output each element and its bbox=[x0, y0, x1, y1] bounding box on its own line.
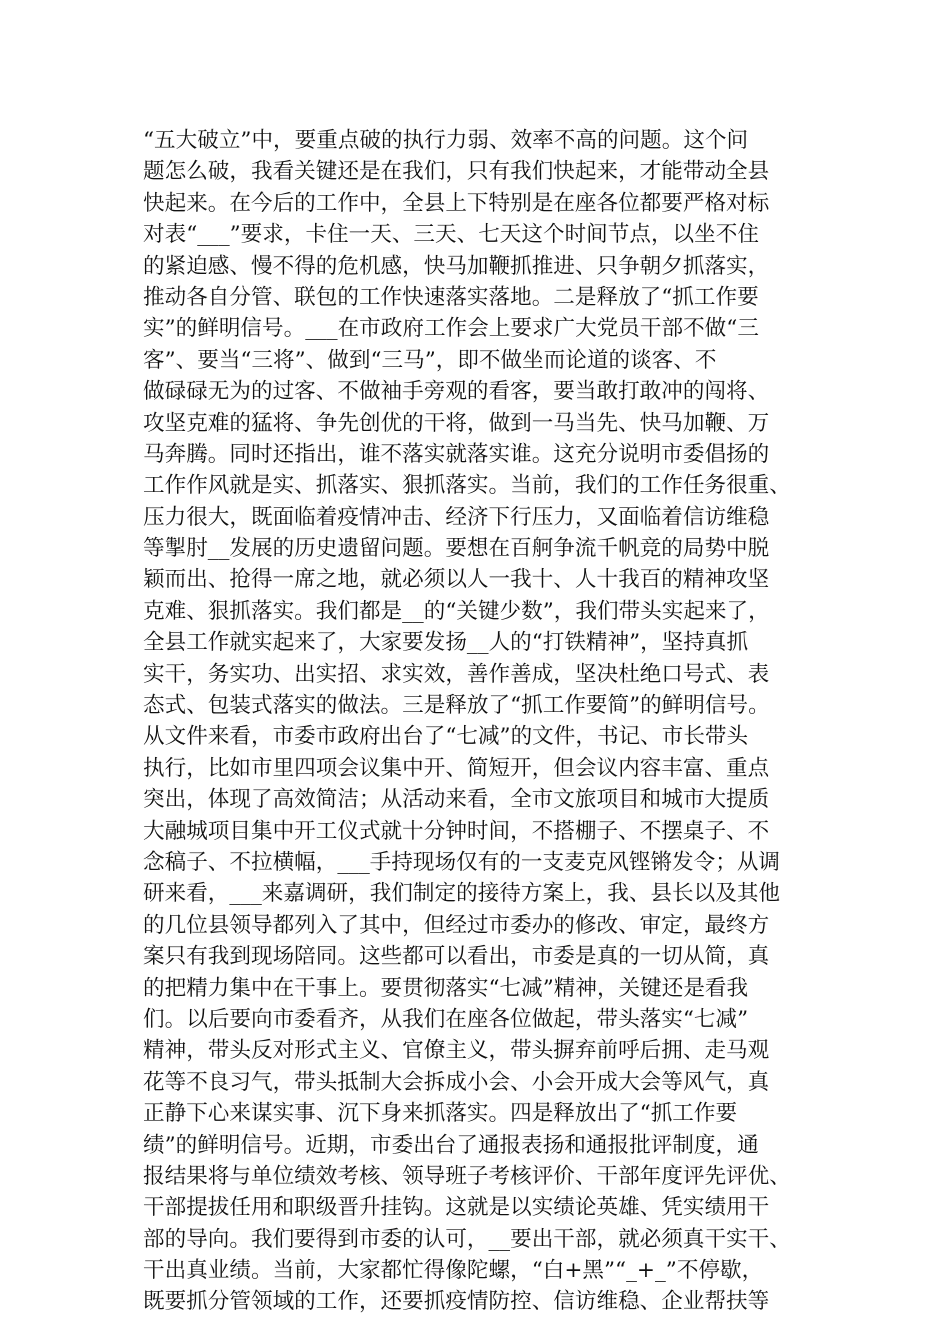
text-line: 客”、要当“三将”、做到“三马”，即不做坐而论道的谈客、不 bbox=[143, 347, 717, 373]
text-line: 案只有我到现场陪同。这些都可以看出，市委是真的一切从简，真 bbox=[143, 944, 770, 970]
text-line: 对表“___”要求，卡住一天、三天、七天这个时间节点，以坐不住 bbox=[143, 222, 759, 248]
text-line: 压力很大，既面临着疫情冲击、经济下行压力，又面临着信访维稳 bbox=[143, 504, 770, 530]
text-line: 们。以后要向市委看齐，从我们在座各位做起，带头落实“七减” bbox=[143, 1006, 749, 1032]
body-text bbox=[143, 125, 833, 1318]
text-line: 绩”的鲜明信号。近期，市委出台了通报表扬和通报批评制度，通 bbox=[143, 1132, 759, 1158]
text-line: “五大破立”中，要重点破的执行力弱、效率不高的问题。这个问 bbox=[143, 128, 749, 153]
text-line: 实干，务实功、出实招、求实效，善作善成，坚决杜绝口号式、表 bbox=[143, 661, 770, 687]
text-line: 念稿子、不拉横幅，___手持现场仅有的一支麦克风铿锵发令；从调 bbox=[143, 849, 781, 875]
text-line: 干出真业绩。当前，大家都忙得像陀螺，“白+黑”“_+_”不停歇， bbox=[143, 1258, 764, 1284]
text-line: 克难、狠抓落实。我们都是__的“关键少数”，我们带头实起来了， bbox=[143, 598, 770, 624]
text-line: 花等不良习气，带头抵制大会拆成小会、小会开成大会等风气，真 bbox=[143, 1069, 770, 1095]
text-line: 实”的鲜明信号。___在市政府工作会上要求广大党员干部不做“三 bbox=[143, 316, 759, 342]
text-line: 执行，比如市里四项会议集中开、简短开，但会议内容丰富、重点 bbox=[143, 755, 770, 781]
text-line: 大融城项目集中开工仪式就十分钟时间，不搭棚子、不摆桌子、不 bbox=[143, 818, 770, 844]
text-line: 工作作风就是实、抓落实、狠抓落实。当前，我们的工作任务很重、 bbox=[143, 473, 791, 499]
text-line: 马奔腾。同时还指出，谁不落实就落实谁。这充分说明市委倡扬的 bbox=[143, 441, 770, 467]
text-line: 等掣肘__发展的历史遗留问题。要想在百舸争流千帆竞的局势中脱 bbox=[143, 536, 770, 562]
text-line: 颖而出、抢得一席之地，就必须以人一我十、人十我百的精神攻坚 bbox=[143, 567, 770, 593]
text-line: 题怎么破，我看关键还是在我们，只有我们快起来，才能带动全县 bbox=[143, 159, 770, 185]
text-line: 攻坚克难的猛将、争先创优的干将，做到一马当先、快马加鞭、万 bbox=[143, 410, 770, 436]
text-line: 既要抓分管领域的工作，还要抓疫情防控、信访维稳、企业帮扶等 bbox=[143, 1289, 770, 1315]
text-line: 的几位县领导都列入了其中，但经过市委办的修改、审定，最终方 bbox=[143, 912, 770, 938]
text-line: 报结果将与单位绩效考核、领导班子考核评价、干部年度评先评优、 bbox=[143, 1163, 791, 1189]
text-line: 的紧迫感、慢不得的危机感，快马加鞭抓推进、只争朝夕抓落实， bbox=[143, 253, 770, 279]
text-line: 快起来。在今后的工作中，全县上下特别是在座各位都要严格对标 bbox=[143, 190, 770, 216]
text-line: 研来看，___来嘉调研，我们制定的接待方案上，我、县长以及其他 bbox=[143, 881, 781, 907]
text-line: 从文件来看，市委市政府出台了“七减”的文件，书记、市长带头 bbox=[143, 724, 749, 750]
text-line: 部的导向。我们要得到市委的认可，__要出干部，就必须真干实干、 bbox=[143, 1226, 791, 1252]
text-line: 全县工作就实起来了，大家要发扬__人的“打铁精神”，坚持真抓 bbox=[143, 630, 749, 656]
text-line: 态式、包装式落实的做法。三是释放了“抓工作要简”的鲜明信号。 bbox=[143, 693, 770, 719]
text-line: 推动各自分管、联包的工作快速落实落地。二是释放了“抓工作要 bbox=[143, 284, 759, 310]
text-line: 的把精力集中在干事上。要贯彻落实“七减”精神，关键还是看我 bbox=[143, 975, 749, 1001]
text-line: 干部提拔任用和职级晋升挂钩。这就是以实绩论英雄、凭实绩用干 bbox=[143, 1195, 770, 1221]
text-line: 做碌碌无为的过客、不做袖手旁观的看客，要当敢打敢冲的闯将、 bbox=[143, 379, 770, 405]
text-line: 精神，带头反对形式主义、官僚主义，带头摒弃前呼后拥、走马观 bbox=[143, 1038, 770, 1064]
text-line: 正静下心来谋实事、沉下身来抓落实。四是释放出了“抓工作要 bbox=[143, 1101, 738, 1127]
text-line: 突出，体现了高效简洁；从活动来看，全市文旅项目和城市大提质 bbox=[143, 787, 770, 813]
